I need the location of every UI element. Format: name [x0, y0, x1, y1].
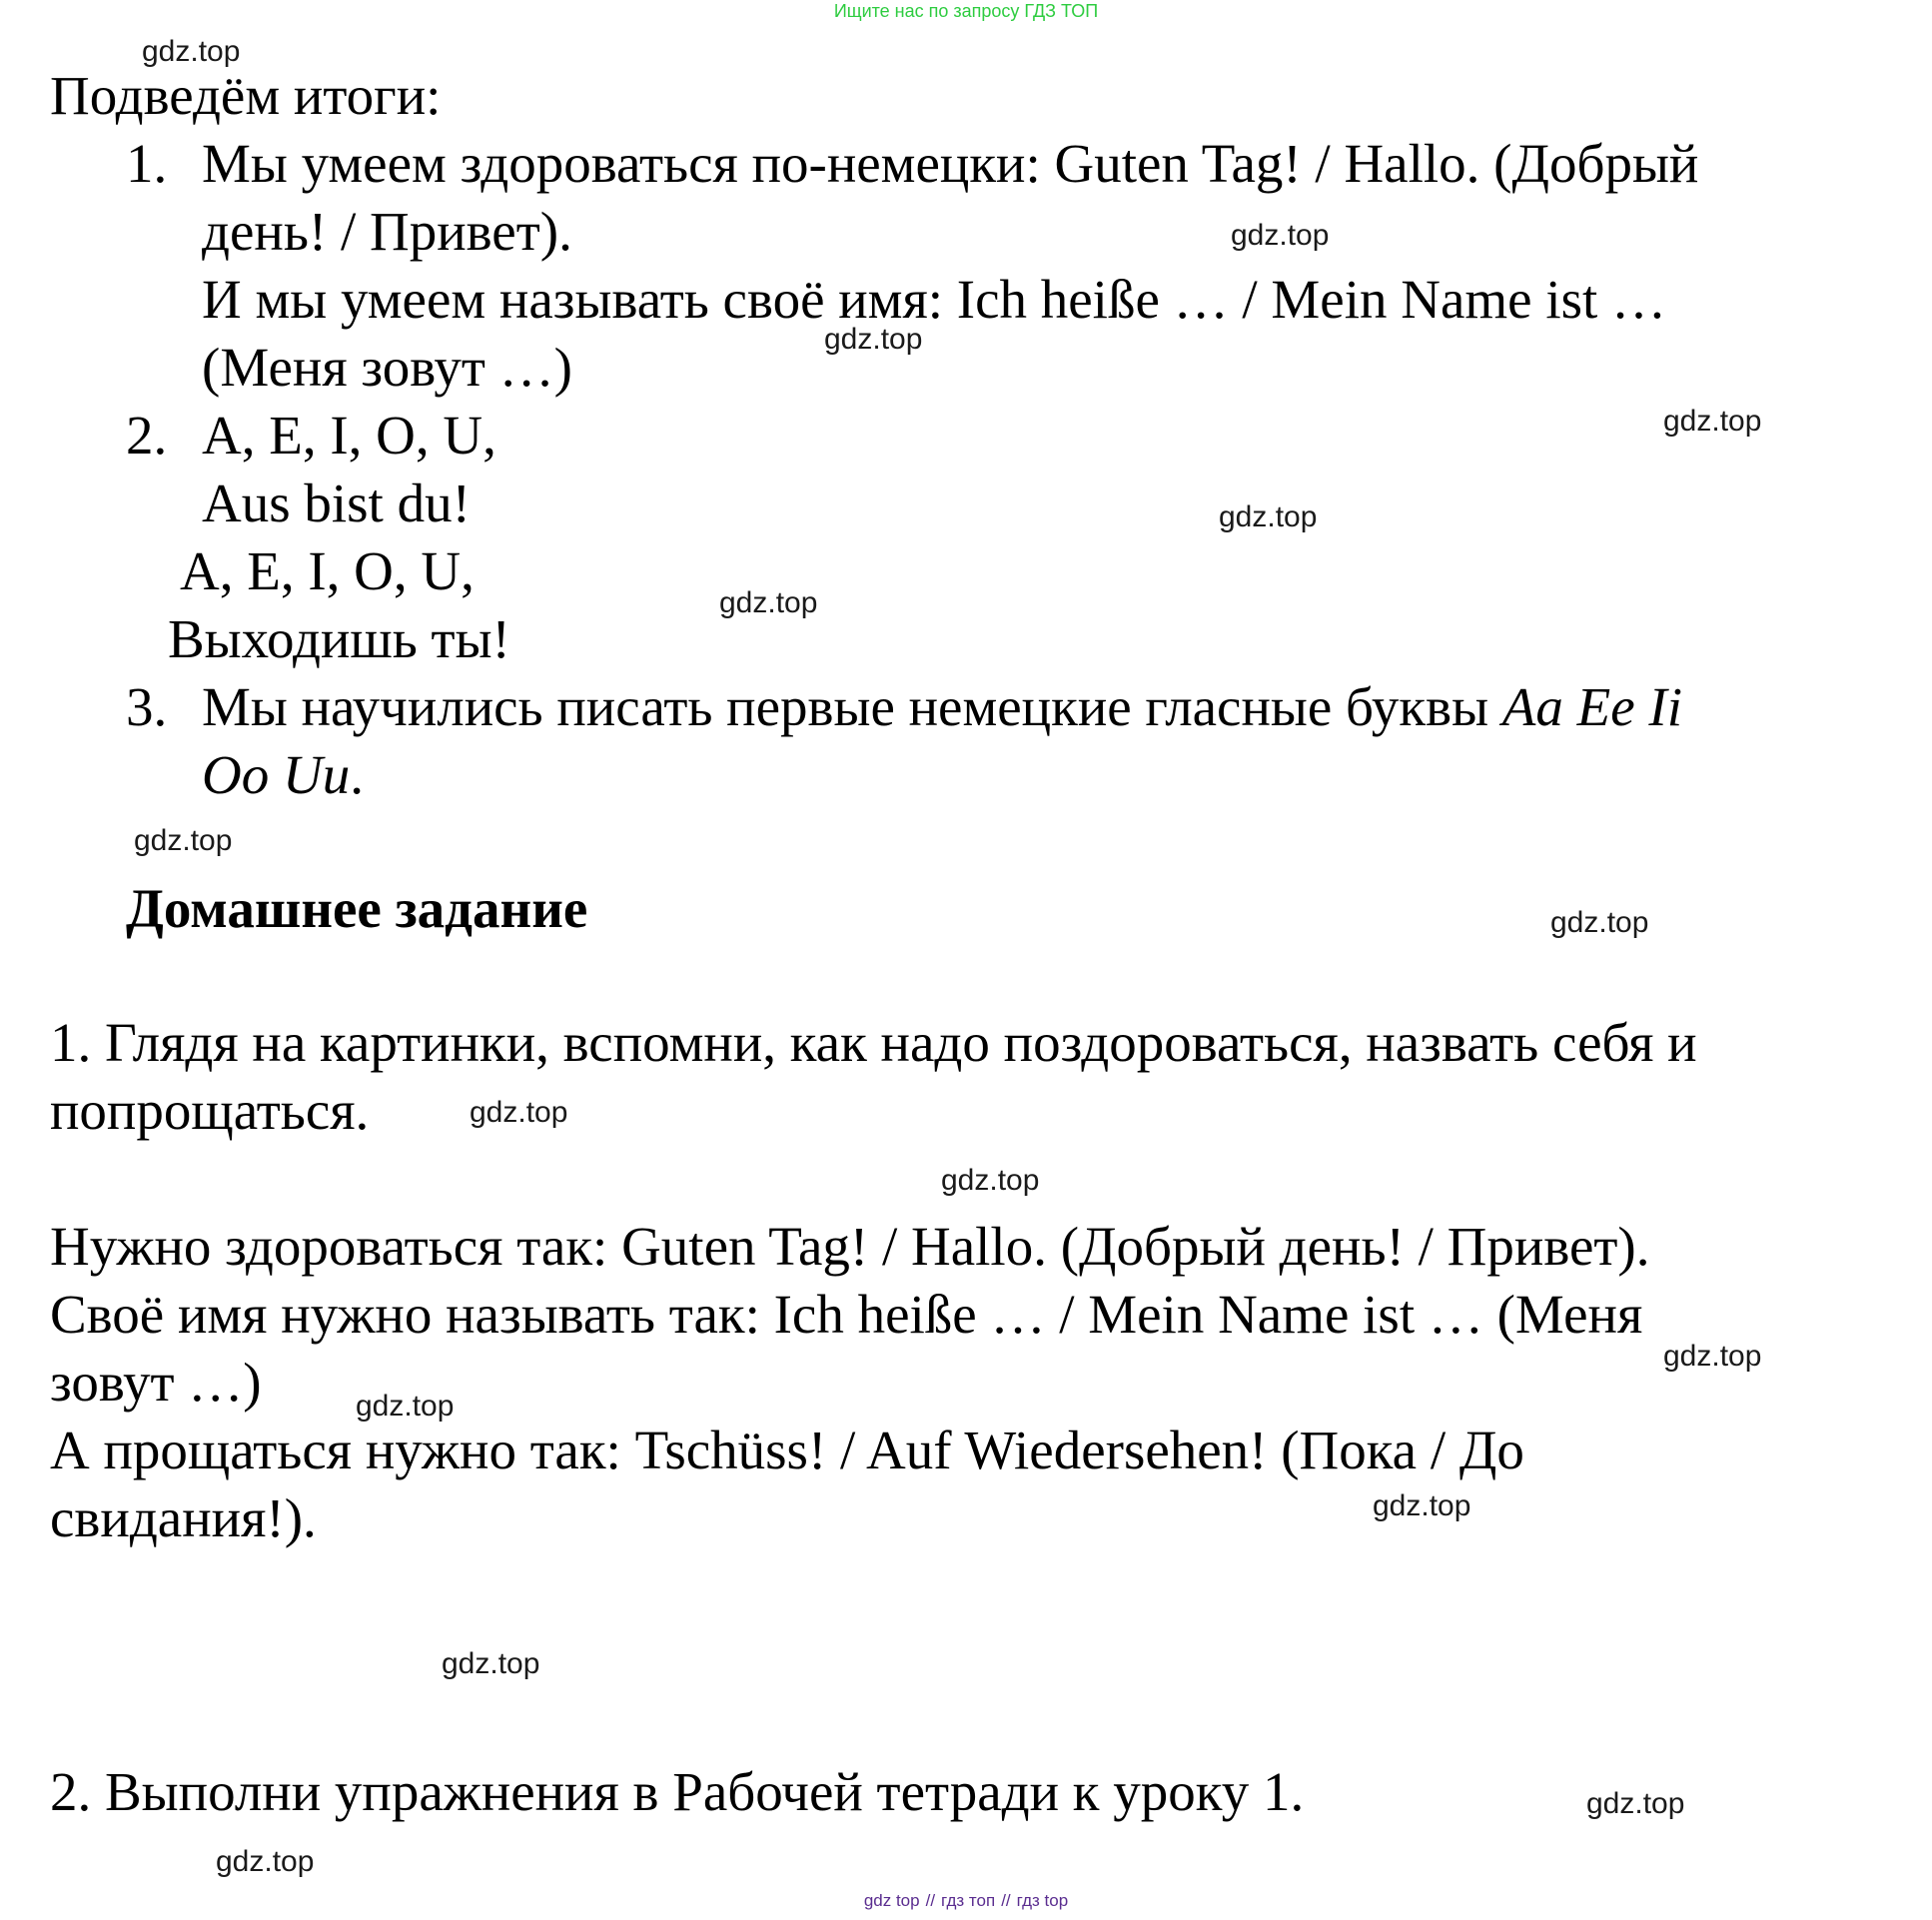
summary-1-line-3: И мы умеем называть своё имя: Ich heiße … / Mein Name ist …: [202, 269, 1667, 330]
summary-3-letters-1: Aa Ee Ii: [1501, 676, 1682, 737]
watermark: gdz.top: [1231, 219, 1330, 252]
watermark: gdz.top: [442, 1647, 540, 1680]
watermark: gdz.top: [1550, 906, 1649, 939]
homework-task-2: 2. Выполни упражнения в Рабочей тетради к уроку 1.: [50, 1761, 1305, 1822]
footer-link-3[interactable]: гдз top: [1016, 1891, 1069, 1910]
summary-3-line-2: [202, 741, 364, 809]
watermark: gdz.top: [356, 1390, 455, 1423]
summary-2-line-3: A, E, I, O, U,: [180, 540, 475, 601]
answer-line-4: А прощаться нужно так: Tschüss! / Auf Wiedersehen! (Пока / До: [50, 1420, 1524, 1480]
summary-3-text: Мы научились писать первые немецкие гласные буквы: [202, 676, 1502, 737]
summary-3-period: .: [350, 744, 364, 805]
footer-separator: //: [925, 1891, 936, 1910]
watermark: gdz.top: [1663, 405, 1762, 438]
watermark: gdz.top: [1586, 1787, 1685, 1820]
list-number-3: 3.: [126, 676, 168, 737]
answer-line-1: Нужно здороваться так: Guten Tag! / Hallo. (Добрый день! / Привет).: [50, 1216, 1650, 1277]
watermark: gdz.top: [1219, 500, 1318, 533]
watermark: gdz.top: [719, 586, 818, 619]
watermark: gdz.top: [216, 1845, 315, 1878]
list-number-1: 1.: [126, 133, 168, 194]
summary-3-letters-2: Oo Uu: [202, 744, 351, 805]
answer-line-5: свидания!).: [50, 1487, 317, 1548]
watermark: gdz.top: [941, 1164, 1040, 1197]
summary-1-line-2: день! / Привет).: [202, 201, 572, 262]
answer-line-2: Своё имя нужно называть так: Ich heiße … / Mein Name ist … (Меня: [50, 1284, 1643, 1345]
summary-1-line-1: Мы умеем здороваться по-немецки: Guten Tag! / Hallo. (Добрый: [202, 133, 1699, 194]
summary-2-line-1: A, E, I, O, U,: [202, 405, 496, 466]
homework-task-1-line-1: 1. Глядя на картинки, вспомни, как надо поздороваться, назвать себя и: [50, 1012, 1697, 1073]
watermark: gdz.top: [134, 824, 233, 857]
summary-3-line-1: [202, 673, 1682, 741]
page-title: Подведём итоги:: [50, 65, 442, 126]
homework-task-1-line-2: попрощаться.: [50, 1080, 370, 1141]
footer: [0, 1890, 1932, 1912]
watermark: gdz.top: [142, 35, 241, 68]
list-number-2: 2.: [126, 405, 168, 466]
watermark: gdz.top: [1373, 1489, 1471, 1522]
homework-heading: Домашнее задание: [126, 878, 588, 939]
footer-link-2[interactable]: гдз топ: [941, 1891, 996, 1910]
watermark: gdz.top: [1663, 1340, 1762, 1373]
top-banner: Ищите нас по запросу ГДЗ ТОП: [833, 1, 1099, 21]
watermark: gdz.top: [824, 323, 923, 356]
footer-separator: //: [1001, 1891, 1011, 1910]
summary-2-line-2: Aus bist du!: [202, 473, 471, 533]
answer-line-3: зовут …): [50, 1352, 262, 1413]
footer-link-1[interactable]: gdz top: [863, 1891, 920, 1910]
summary-1-line-4: (Меня зовут …): [202, 337, 572, 398]
watermark: gdz.top: [470, 1096, 568, 1129]
summary-2-line-4: Выходишь ты!: [168, 608, 510, 669]
